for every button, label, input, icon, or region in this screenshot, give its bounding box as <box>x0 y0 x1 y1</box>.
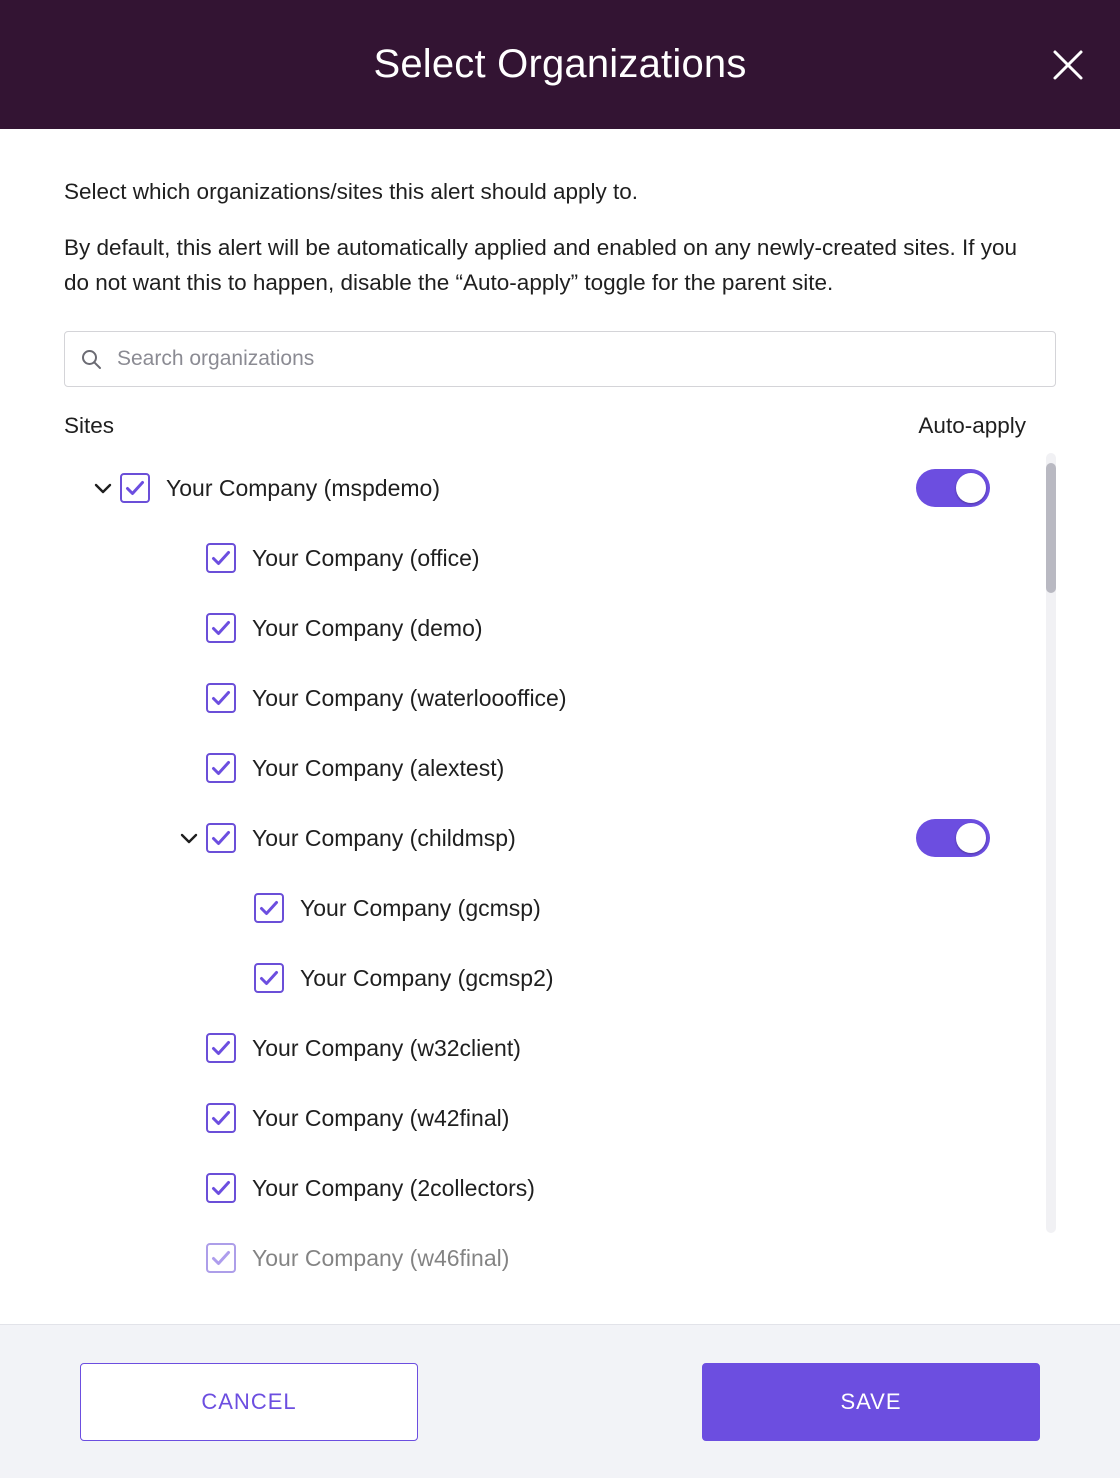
tree-row-label: Your Company (w32client) <box>252 1034 521 1061</box>
tree-row[interactable] <box>64 1223 1016 1293</box>
tree-row-label: Your Company (w46final) <box>252 1244 510 1271</box>
toggle-knob <box>956 823 986 853</box>
tree-scrollbar[interactable] <box>1046 453 1056 1233</box>
tree-row[interactable] <box>64 873 1016 943</box>
checkbox-checked-icon[interactable] <box>206 1173 236 1203</box>
organizations-tree <box>64 453 1056 1293</box>
checkbox-checked-icon[interactable] <box>206 823 236 853</box>
checkbox-checked-icon[interactable] <box>206 1103 236 1133</box>
chevron-down-icon[interactable] <box>172 826 206 850</box>
chevron-down-icon[interactable] <box>86 476 120 500</box>
dialog-header <box>0 0 1120 129</box>
dialog-body <box>0 129 1120 1324</box>
checkbox-checked-icon[interactable] <box>206 1033 236 1063</box>
search-field-wrapper[interactable] <box>64 331 1056 387</box>
tree-row[interactable] <box>64 803 1016 873</box>
tree-row[interactable] <box>64 663 1016 733</box>
tree-row[interactable] <box>64 733 1016 803</box>
tree-row[interactable] <box>64 1153 1016 1223</box>
tree-row[interactable] <box>64 1013 1016 1083</box>
intro-text-secondary: By default, this alert will be automatically applied and enabled on any newly-created sites. If you do not want this to happen, disable the “Auto-apply” toggle for the parent site. <box>64 235 1018 296</box>
save-button[interactable]: SAVE <box>702 1363 1040 1441</box>
column-header-sites: Sites <box>64 413 115 439</box>
tree-scrollbar-thumb[interactable] <box>1046 463 1056 593</box>
tree-row[interactable] <box>64 1083 1016 1153</box>
close-glyph <box>1051 48 1085 82</box>
checkbox-checked-icon[interactable] <box>206 613 236 643</box>
checkbox-checked-icon[interactable] <box>206 683 236 713</box>
tree-row[interactable] <box>64 593 1016 663</box>
checkbox-checked-icon[interactable] <box>254 963 284 993</box>
checkbox-checked-icon[interactable] <box>254 893 284 923</box>
tree-row-label: Your Company (office) <box>252 544 480 571</box>
tree-row-label: Your Company (w42final) <box>252 1104 510 1131</box>
tree-row-label: Your Company (gcmsp) <box>300 894 541 921</box>
cancel-button[interactable]: CANCEL <box>80 1363 418 1441</box>
search-input[interactable] <box>115 346 1041 372</box>
auto-apply-toggle[interactable] <box>916 819 990 857</box>
tree-row-label: Your Company (alextest) <box>252 754 505 781</box>
checkbox-checked-icon[interactable] <box>206 1243 236 1273</box>
organizations-tree-scroll <box>64 453 1056 1271</box>
column-header-auto-apply: Auto-apply <box>918 413 1026 439</box>
tree-row-label: Your Company (2collectors) <box>252 1174 535 1201</box>
toggle-knob <box>956 473 986 503</box>
checkbox-checked-icon[interactable] <box>206 753 236 783</box>
tree-row[interactable] <box>64 943 1016 1013</box>
tree-row-label: Your Company (mspdemo) <box>166 474 440 501</box>
tree-column-headers <box>64 413 1056 439</box>
tree-row-label: Your Company (demo) <box>252 614 483 641</box>
intro-text-primary: Select which organizations/sites this alert should apply to. <box>64 179 639 204</box>
page-title: Select Organizations <box>373 42 747 86</box>
tree-row-label: Your Company (childmsp) <box>252 824 516 851</box>
tree-row[interactable] <box>64 453 1016 523</box>
close-icon[interactable] <box>1040 37 1096 93</box>
search-icon <box>79 347 103 371</box>
tree-row-label: Your Company (gcmsp2) <box>300 964 554 991</box>
tree-row[interactable] <box>64 523 1016 593</box>
dialog-footer <box>0 1324 1120 1478</box>
checkbox-checked-icon[interactable] <box>120 473 150 503</box>
tree-row-label: Your Company (waterloooffice) <box>252 684 567 711</box>
auto-apply-toggle[interactable] <box>916 469 990 507</box>
checkbox-checked-icon[interactable] <box>206 543 236 573</box>
